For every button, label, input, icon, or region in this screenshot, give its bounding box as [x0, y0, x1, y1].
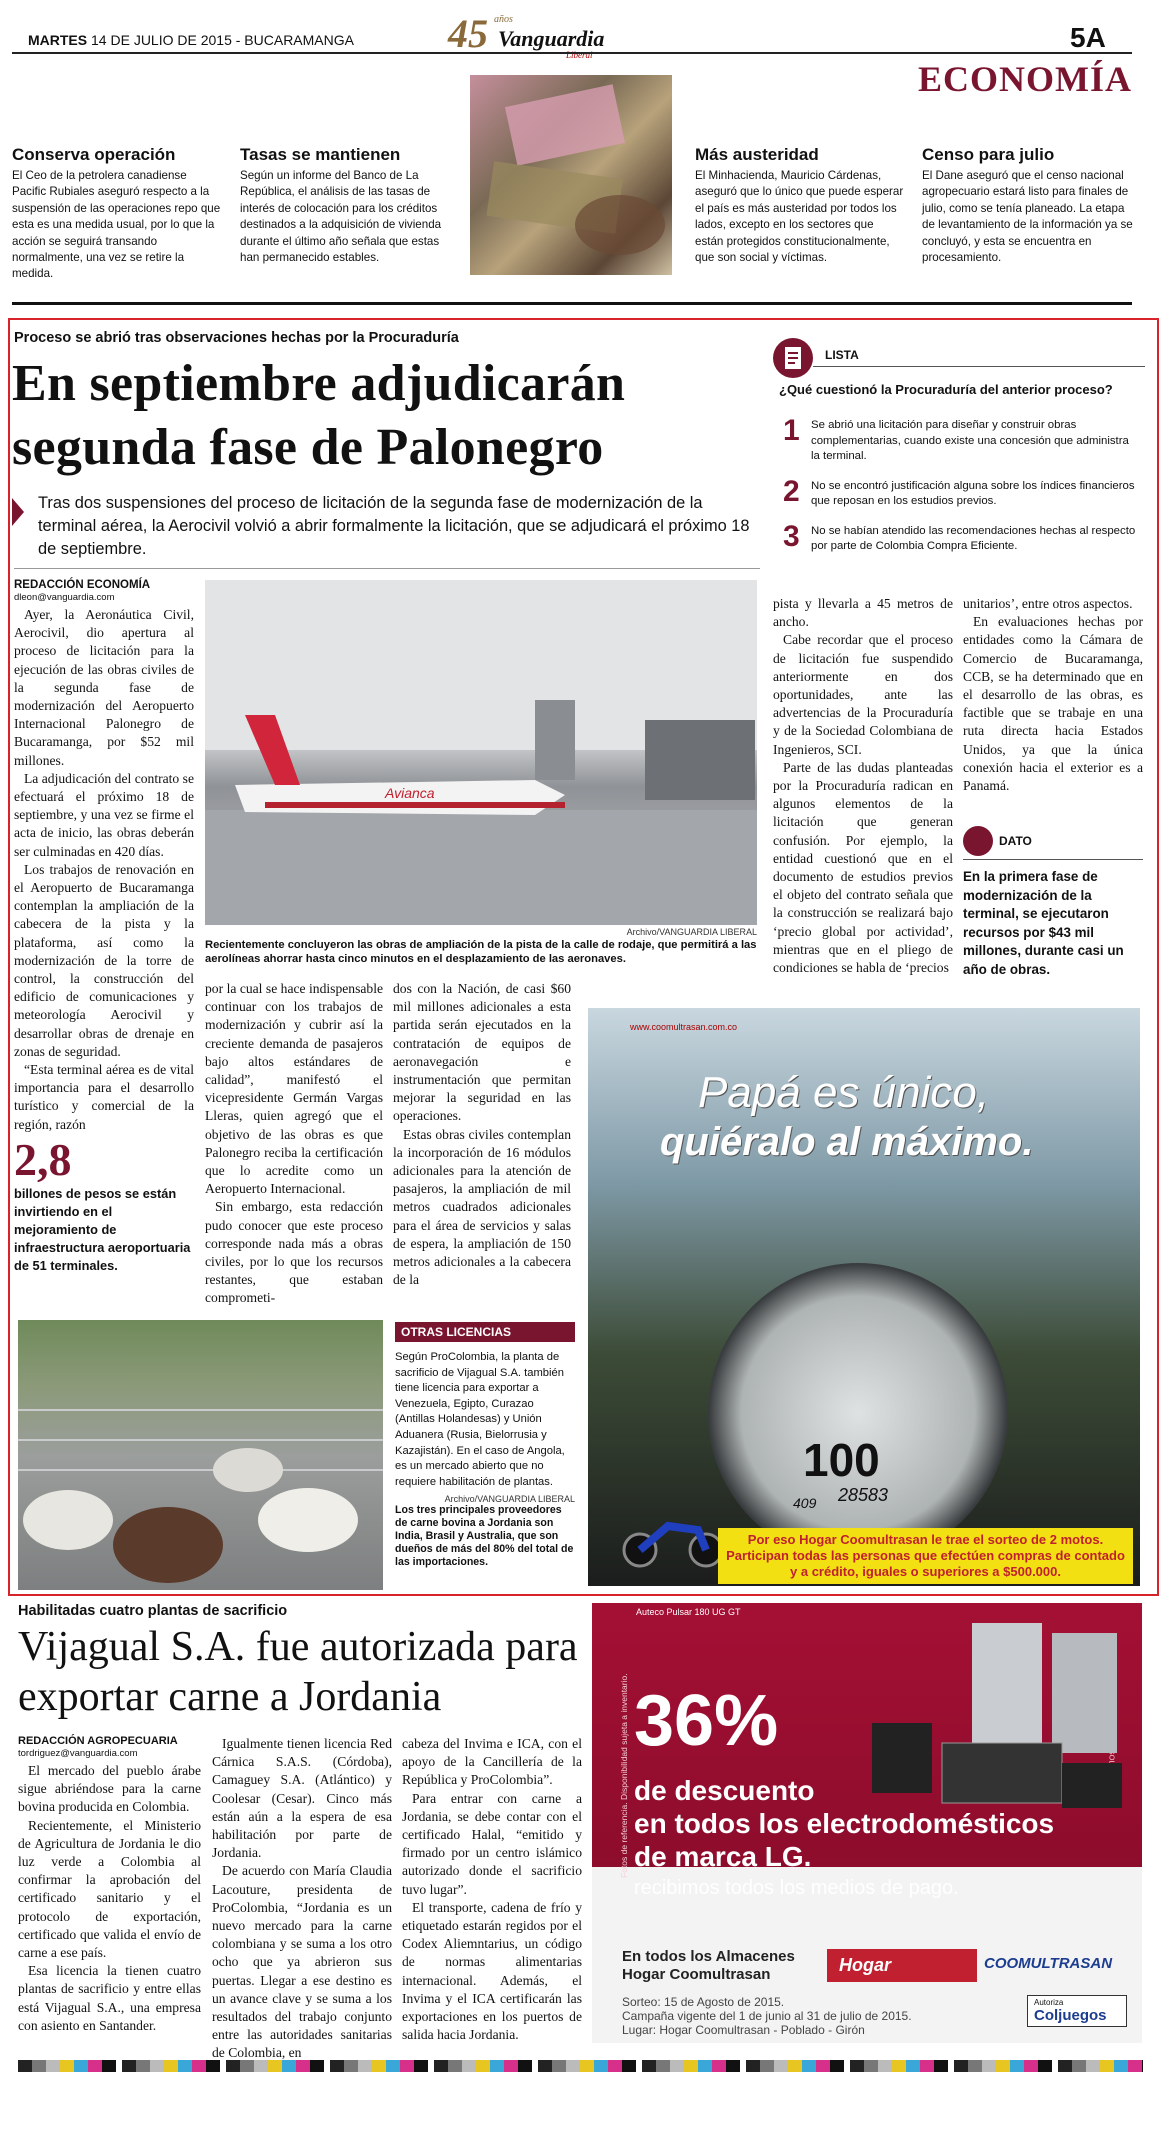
stat-box: [14, 1135, 194, 1275]
ad-line-3: de marca LG.: [634, 1841, 812, 1872]
second-headline: Vijagual S.A. fue autorizada para exportar carne a Jordania: [18, 1624, 578, 1720]
main-headline: En septiembre adjudicarán segunda fase de Palonegro: [12, 355, 626, 476]
ad-brand-2: COOMULTRASAN: [984, 1955, 1113, 1972]
photo-credit: Archivo/VANGUARDIA LIBERAL: [626, 927, 757, 937]
ad-line-1: Papá es único,: [698, 1068, 990, 1117]
briefs-rule: [12, 302, 1132, 305]
page-number: 5A: [1070, 22, 1106, 53]
brief-title: Más austeridad: [695, 145, 819, 164]
main-column-4: [773, 595, 953, 977]
brief-title: Conserva operación: [12, 145, 176, 164]
ad-lugar: Lugar: Hogar Coomultrasan - Poblado - Girón: [622, 2023, 865, 2037]
list-number: 1: [783, 414, 800, 447]
appliances-illustration: [852, 1623, 1132, 1813]
paragraph: De acuerdo con María Claudia Lacouture, presidenta de ProColombia, “Jordania es un nuevo mercado para la carne colombiana y se suma a los otro ocho que ya abrieron sus puertas. Llegar a ese destino es un avance clave y se suma a los resultados del trabajo conjunto entre las autoridades sanitarias de Colombia, en: [212, 1863, 392, 2061]
paragraph: pista y llevarla a 45 metros de ancho.: [773, 596, 953, 630]
ad-brand-1: Hogar: [827, 1949, 977, 1982]
photo-caption: Recientemente concluyeron las obras de ampliación de la pista de la calle de rodaje, que permitirá a las aerolíneas ahorrar hasta cinco minutos en el desplazamiento de las aeronaves.: [205, 939, 757, 965]
odometer-1: 28583: [838, 1485, 889, 1505]
paragraph: Esa licencia la tienen cuatro plantas de sacrificio y entre ellas está Vijagual S.A., una empresa con asiento en Santander.: [18, 1963, 201, 2033]
ad-percent: 36%: [634, 1681, 779, 1761]
list-number: 3: [783, 519, 800, 553]
lead-marker: [12, 498, 24, 526]
ad-sorteo: Sorteo: 15 de Agosto de 2015.: [622, 1995, 785, 2009]
second-column-2: [212, 1735, 392, 2063]
ad-top-label: Auteco Pulsar 180 UG GT: [636, 1607, 741, 1617]
brief-4: [922, 145, 1134, 266]
logo-years: 45: [448, 11, 488, 56]
byline-email: tordriguez@vanguardia.com: [18, 1748, 138, 1759]
hands-illustration: [470, 75, 672, 275]
paragraph: Sin embargo, esta redacción pudo conocer que este proceso corresponde nada más a obras civiles, por lo que los recursos restantes, que estaban comprometi-: [205, 1199, 383, 1306]
brief-text: El Minhacienda, Mauricio Cárdenas, aseguró que lo único que puede esperar el país es más austeridad por todos los lados, excepto en los sectores que están protegidos constitucionalmente, que son social y víctimas.: [695, 169, 904, 265]
list-text: Se abrió una licitación para diseñar y construir obras complementarias, cuando existe una concesión que administra la terminal.: [811, 419, 1129, 462]
speed-readout: 100: [803, 1434, 880, 1486]
main-column-3: [393, 980, 571, 1289]
otras-credit: Archivo/VANGUARDIA LIBERAL: [444, 1494, 575, 1505]
date-rest: 14 DE JULIO DE 2015 - BUCARAMANGA: [91, 32, 354, 48]
stat-number: 2,8: [14, 1134, 72, 1185]
brief-text: El Dane aseguró que el censo nacional agropecuario estará listo para finales de julio, como se tenía planeado. La etapa de levantamiento de la información ya se concluyó, y esta se encuentra en procesamiento.: [922, 169, 1133, 265]
ad-url: www.coomultrasan.com.co: [630, 1022, 738, 1032]
list-item: [783, 414, 1138, 465]
document-icon: [773, 338, 813, 378]
odometer-2: 409: [793, 1495, 817, 1511]
paragraph: La adjudicación del contrato se efectuará el próximo 18 de septiembre, y una vez se firme el acta de inicio, las obras deberán ser culminadas en 420 días.: [14, 770, 194, 859]
paragraph: El transporte, cadena de frío y etiquetado estarán regidos por el Codex Aliemntarius, un código de normas alimentarias internacional. Además, el Invima y el ICA certificarán las exportaciones en los puertos de salida hacia Jordania.: [402, 1899, 582, 2043]
main-lead: Tras dos suspensiones del proceso de licitación de la segunda fase de modernización de la terminal aérea, la Aerocivil volvió a abrir formalmente la licitación, que se adjudicará el próximo 18 de septiembre.: [38, 494, 750, 558]
ad-line-2: en todos los electrodomésticos: [634, 1808, 1055, 1839]
paragraph: “Esta terminal aérea es de vital importancia para el desarrollo turístico y comercial de la región, razón: [14, 1062, 194, 1132]
otras-text: Según ProColombia, la planta de sacrificio de Vijagual S.A. también tiene licencia para exportar a Venezuela, Egipto, Curazao (Antillas Holandesas) y Unión Aduanera (Rusia, Bielorrusia y Kazajistán). En el caso de Angola, es un mercado abierto que no requiere habilitación de plantas.: [395, 1351, 565, 1488]
lead-rule: [14, 568, 760, 569]
paragraph: cabeza del Invima e ICA, con el apoyo de la Cancillería de la República y ProColombia”.: [402, 1736, 582, 1788]
ad-lg: [592, 1603, 1142, 2043]
header-date: [28, 32, 354, 48]
paragraph: El mercado del pueblo árabe sigue abriéndose para la carne bovina producida en Colombia.: [18, 1763, 201, 1815]
main-kicker: Proceso se abrió tras observaciones hechas por la Procuraduría: [14, 330, 459, 346]
lista-box: [773, 338, 1145, 578]
ad-coljuegos-box: [1027, 1995, 1127, 2027]
airport-illustration: [205, 580, 757, 925]
paragraph: Estas obras civiles contemplan la incorporación de 16 módulos adicionales para la atención de pasajeros, la ampliación de mil metros cuadrados adicionales para el área de servicios y salas de espera, la ampliación de 150 metros adicionales a la cabecera de la: [393, 1126, 571, 1288]
lista-label: LISTA: [825, 348, 859, 362]
otras-label: OTRAS LICENCIAS: [395, 1322, 575, 1342]
ad-line-4: recibimos todos los medios de pago.: [634, 1877, 959, 1899]
byline: REDACCIÓN AGROPECUARIA: [18, 1735, 178, 1747]
brief-3: [695, 145, 905, 266]
appliances-image: [852, 1623, 1132, 1813]
logo-name: Vanguardia: [498, 26, 605, 51]
second-kicker: Habilitadas cuatro plantas de sacrificio: [18, 1603, 288, 1619]
paragraph: En evaluaciones hechas por entidades como la Cámara de Comercio de Bucaramanga, CCB, se ha determinado que en el desarrollo de las obras, es factible que se trabaje en una ruta directa hacia Estados Unidos, ya que la única conexión hacia el exterior es a Panamá.: [963, 614, 1143, 794]
list-number: 2: [783, 474, 800, 508]
ad-moto: [588, 1008, 1140, 1586]
paragraph: Parte de las dudas planteadas por la Procuraduría radican en algunos elementos de la licitación que generan confusión. Por ejemplo, la entidad cuestionó que en el documento de estudios previos el objeto del contrato señala que la construcción se realizará bajo ‘precio global por actividad’, mientras que en el pliego de condiciones se habla de ‘precios: [773, 759, 953, 976]
main-column-1: [14, 578, 194, 1134]
moto-image: [618, 1508, 728, 1568]
list-item: [783, 474, 1138, 510]
brief-text: El Ceo de la petrolera canadiense Pacific Rubiales aseguró respecto a la suspensión de las operaciones repo que esta es una medida usual, por lo que la acción se seguirá transando normalmente, una vez se retire la medida.: [12, 169, 221, 281]
date-day: MARTES: [28, 32, 88, 48]
dato-box: [963, 826, 1143, 979]
list-icon: [773, 338, 813, 378]
print-registration-bar: [18, 2060, 1143, 2072]
dato-text: En la primera fase de modernización de la terminal, se ejecutaron recursos por $43 mil millones, durante casi un año de obras.: [963, 869, 1124, 977]
motorcycle-icon: [618, 1508, 728, 1568]
paragraph: Igualmente tienen licencia Red Cárnica S.A.S. (Córdoba), Camaguey S.A. (Atlántico) y Coolesar (Cesar). Cinco más están aún a la espera de esa habilitación por parte de Jordania.: [212, 1736, 392, 1861]
dato-icon: [963, 826, 993, 856]
airport-photo: [205, 580, 757, 925]
speedometer: [708, 1263, 1008, 1563]
ad-autoriza: Autoriza: [1034, 1998, 1064, 2007]
otras-licencias-box: [395, 1322, 575, 1569]
main-column-5: [963, 595, 1143, 795]
main-column-2: [205, 980, 383, 1308]
paragraph: Cabe recordar que el proceso de licitación fue suspendido anteriormente en dos oportunidades, ante las advertencias de la Procuraduría y de la Sociedad Colombiana de Ingenieros, SCI.: [773, 632, 953, 757]
byline: REDACCIÓN ECONOMÍA: [14, 579, 151, 591]
paragraph: Los trabajos de renovación en el Aeropuerto de Bucaramanga contemplan la ampliación de la cabecera de la pista y la plataforma, así como la modernización de la torre de control, la construcción del edificio de comunicaciones y meteorología Aerocivil y desarrollar obras de drenaje en zonas de seguridad.: [14, 861, 194, 1059]
section-title: ECONOMÍA: [918, 59, 1132, 99]
paragraph: Ayer, la Aeronáutica Civil, Aerocivil, dio apertura al proceso de licitación para la ejecución de las obras civiles de la segunda fase de modernización del Aeropuerto Internacional Palonegro de Bucaramanga, por $52 mil millones.: [14, 607, 194, 768]
brief-1: [12, 145, 222, 283]
paragraph: por la cual se hace indispensable continuar con los trabajos de modernización y cubrir así la creciente demanda de pasajeros bajo altos estándares de calidad”, manifestó el vicepresidente Germán Vargas Lleras, quien agregó que el objetivo de las obras es que Palonegro reciba la certificación que lo acredite como un Aeropuerto Internacional.: [205, 981, 383, 1197]
ad-coljuegos: Coljuegos: [1034, 2007, 1107, 2024]
ad-side-note: Fotos de referencia. Disponibilidad sujeta a inventario.: [619, 1673, 629, 1878]
dato-header: [963, 826, 1143, 860]
brief-title: Tasas se mantienen: [240, 145, 401, 164]
dato-label: DATO: [999, 834, 1032, 848]
lista-rule: [813, 366, 1145, 367]
paragraph: dos con la Nación, de casi $60 mil millones adicionales a esta partida serán ejecutados en la contratación de equipos de aeronavegación e instrumentación que permitan mejorar la seguridad en las operaciones.: [393, 981, 571, 1124]
paragraph: Para entrar con carne a Jordania, se debe contar con el certificado Halal, “emitido y firmado por un centro islámico autorizado donde el sacrificio tuvo lugar”.: [402, 1790, 582, 1897]
list-item: [783, 519, 1138, 555]
cattle-photo: [18, 1320, 383, 1590]
ad-campana: Campaña vigente del 1 de junio al 31 de julio de 2015.: [622, 2009, 912, 2023]
promo-line-1: Por eso Hogar Coomultrasan le trae el sorteo de 2 motos.: [747, 1532, 1104, 1547]
ad-promo: [718, 1528, 1133, 1584]
cattle-illustration: [18, 1320, 383, 1590]
list-text: No se habían atendido las recomendaciones hechas al respecto por parte de Colombia Compra Eficiente.: [811, 524, 1136, 552]
brief-title: Censo para julio: [922, 145, 1055, 164]
money-photo: [470, 75, 672, 275]
logo-anos: años: [494, 14, 513, 25]
paragraph: Recientemente, el Ministerio de Agricultura de Jordania le dio luz verde a Colombia al confirmar la aprobación del certificado sanitario y el protocolo de exportación, certificado que valida el envío de carne a ese país.: [18, 1817, 201, 1961]
byline-email: dleon@vanguardia.com: [14, 592, 115, 603]
promo-line-2: Participan todas las personas que efectúen compras de contado y a crédito, iguales o superiores a $500.000.: [726, 1548, 1125, 1579]
header-rule: [12, 52, 1132, 54]
lista-question: ¿Qué cuestionó la Procuraduría del anterior proceso?: [779, 382, 1113, 397]
stat-text: billones de pesos se están invirtiendo en el mejoramiento de infraestructura aeroportuaria de 51 terminales.: [14, 1186, 191, 1273]
paragraph: unitarios’, entre otros aspectos.: [963, 596, 1133, 611]
plane-livery-text: Avianca: [385, 785, 435, 801]
brief-text: Según un informe del Banco de La República, el análisis de las tasas de interés de colocación para los créditos destinados a la adquisición de vivienda durante el último año señala que estas han permanecido estables.: [240, 169, 442, 265]
ad-line-1: de descuento: [634, 1775, 815, 1806]
logo-sub: Liberal: [566, 50, 593, 60]
second-column-3: [402, 1735, 582, 2044]
brief-2: [240, 145, 455, 266]
lista-items: [783, 414, 1138, 569]
ad-line-2: quiéralo al máximo.: [660, 1120, 1034, 1164]
second-column-1: [18, 1735, 201, 2035]
otras-caption: Los tres principales proveedores de carne bovina a Jordania son India, Brasil y Australia, que son dueños de más del 80% del total de las importaciones.: [395, 1504, 574, 1569]
list-text: No se encontró justificación alguna sobre los índices financieros que reposan en los estudios previos.: [811, 479, 1135, 507]
ad-stores: En todos los Almacenes Hogar Coomultrasan: [622, 1948, 795, 1983]
